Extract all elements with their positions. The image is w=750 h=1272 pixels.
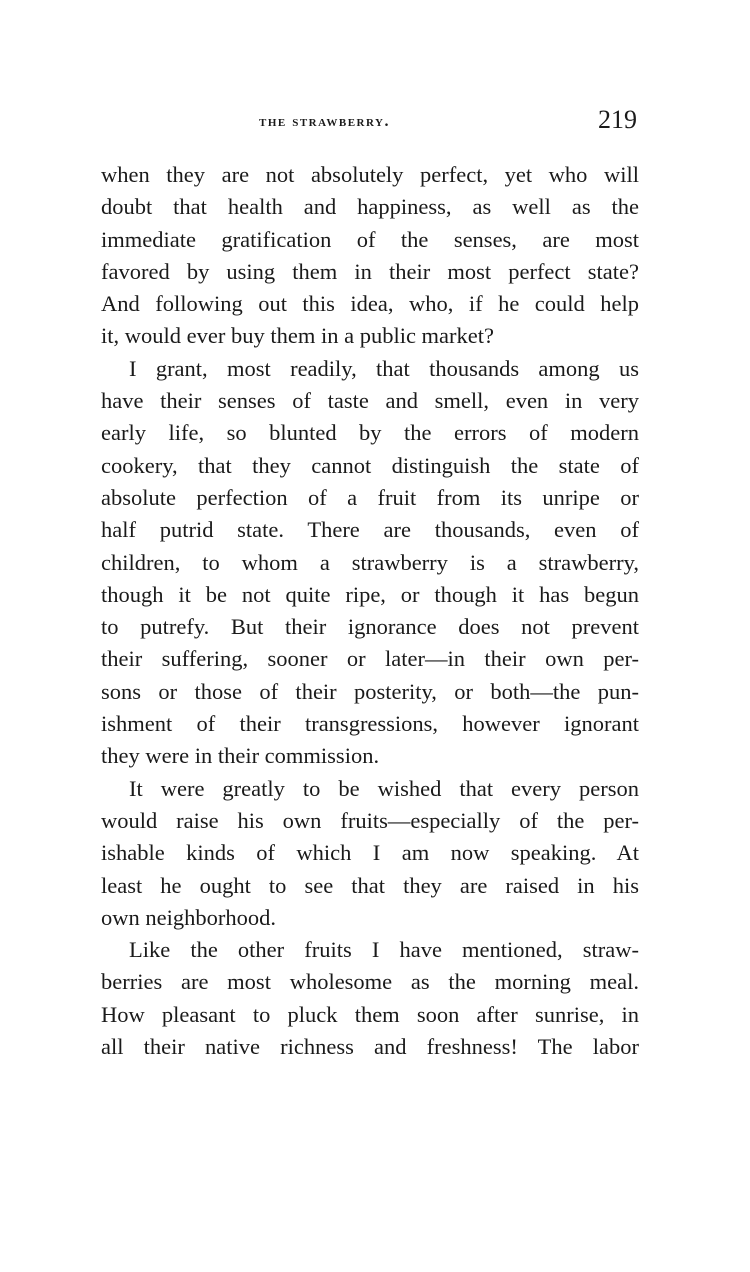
text-line: doubt that health and happiness, as well as the (101, 194, 639, 220)
text-line: I grant, most readily, that thousands among us (129, 355, 639, 381)
page-number: 219 (598, 105, 637, 134)
text-line: cookery, that they cannot distinguish the state of (101, 452, 639, 478)
text-line: It were greatly to be wished that every person (129, 775, 639, 801)
text-line: all their native richness and freshness! The labor (101, 1034, 639, 1060)
text-line: early life, so blunted by the errors of modern (101, 420, 639, 446)
running-title: the strawberry. (259, 113, 390, 130)
text-line: How pleasant to pluck them soon after sunrise, in (101, 1001, 639, 1027)
paragraph-3 (101, 773, 639, 934)
text-line: have their senses of taste and smell, even in very (101, 388, 639, 414)
paragraph-4 (101, 934, 639, 1063)
text-line: ishable kinds of which I am now speaking. At (101, 840, 639, 866)
text-line: it, would ever buy them in a public market? (101, 323, 495, 349)
text-line: would raise his own fruits—especially of the per- (101, 807, 639, 833)
text-line: berries are most wholesome as the morning meal. (101, 969, 639, 995)
running-head (101, 105, 639, 145)
text-line: Like the other fruits I have mentioned, straw- (129, 937, 639, 963)
paragraph-1 (101, 159, 639, 353)
text-line: their suffering, sooner or later—in their own per- (101, 646, 639, 672)
text-line: when they are not absolutely perfect, yet who will (101, 162, 639, 187)
text-line: half putrid state. There are thousands, even of (101, 517, 639, 543)
body-text (101, 159, 639, 1063)
text-line: ishment of their transgressions, however ignorant (101, 711, 639, 737)
text-line: And following out this idea, who, if he could help (101, 291, 639, 317)
text-line: immediate gratification of the senses, are most (101, 226, 639, 252)
text-line: they were in their commission. (101, 743, 380, 769)
text-line: though it be not quite ripe, or though it has begun (101, 581, 639, 607)
text-line: sons or those of their posterity, or both—the pun- (101, 678, 639, 704)
book-page (101, 105, 639, 1063)
text-line: absolute perfection of a fruit from its unripe or (101, 484, 639, 510)
text-line: own neighborhood. (101, 904, 276, 930)
text-line: least he ought to see that they are raised in his (101, 872, 639, 898)
text-line: favored by using them in their most perfect state? (101, 258, 639, 284)
text-line: children, to whom a strawberry is a strawberry, (101, 549, 639, 575)
text-line: to putrefy. But their ignorance does not prevent (101, 614, 639, 640)
paragraph-2 (101, 353, 639, 773)
